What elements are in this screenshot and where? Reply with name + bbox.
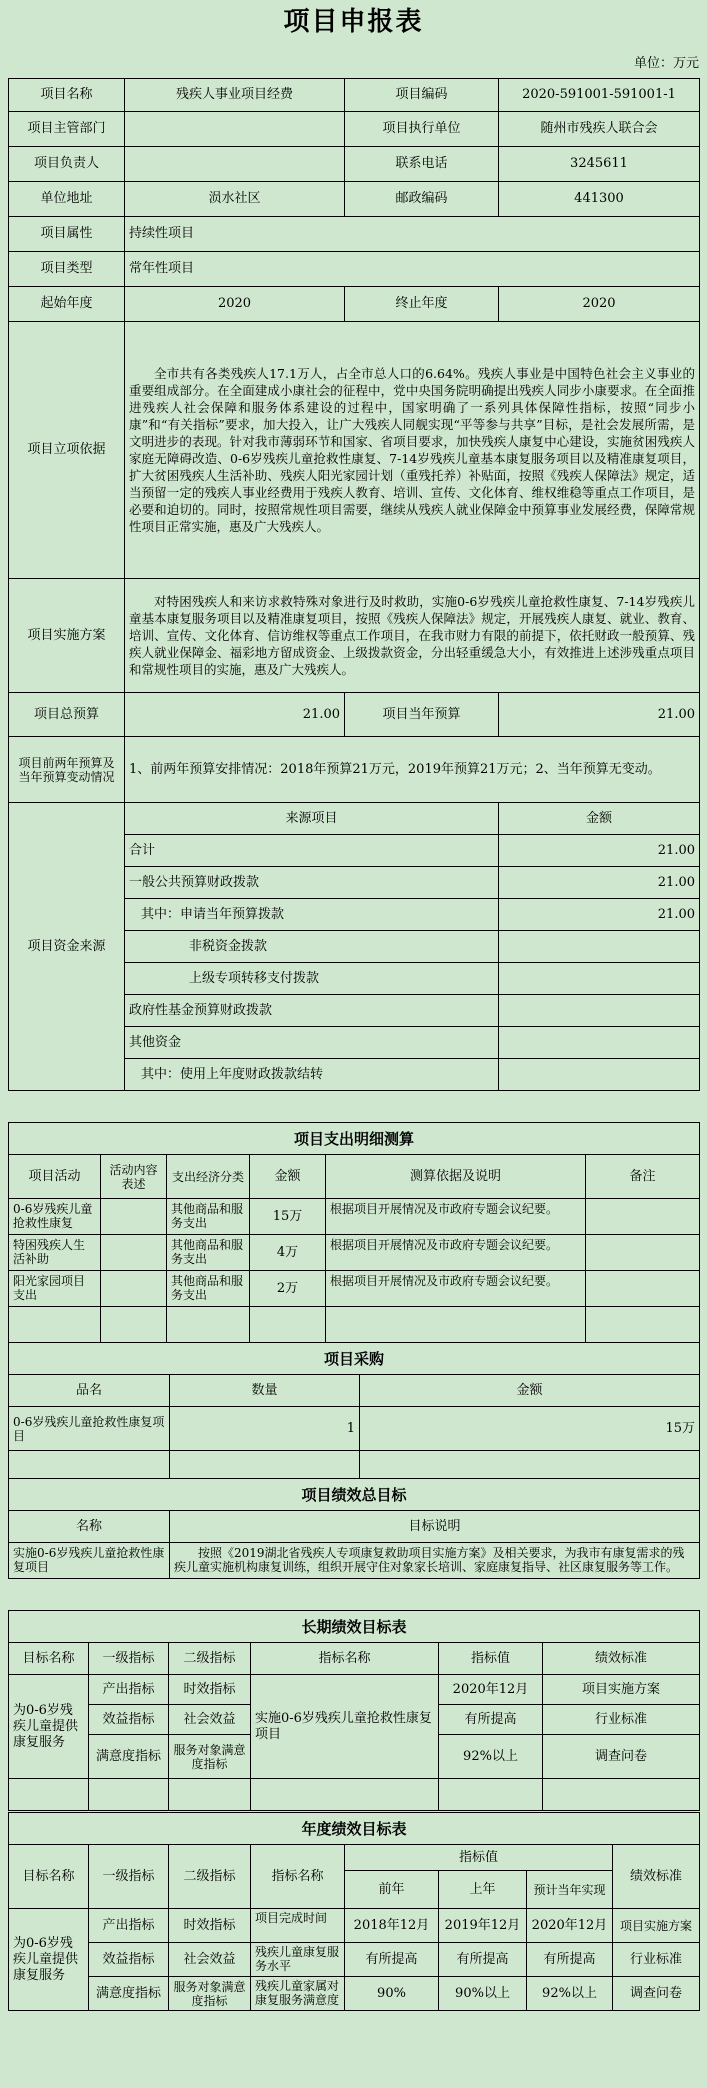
funding-row-name: 其中：使用上年度财政拨款结转: [125, 1059, 499, 1091]
expense-amount: 2万: [250, 1271, 326, 1307]
expense-note: [586, 1199, 700, 1235]
expense-header-cell: 测算依据及说明: [326, 1155, 586, 1199]
perf-total-table: [8, 1478, 700, 1579]
annual-l2: 服务对象满意度指标: [169, 1977, 251, 2011]
expense-activity: 特困残疾人生活补助: [13, 1237, 86, 1266]
funding-row-amount: [499, 1059, 700, 1091]
annual-indicator-name: 项目完成时间: [255, 1910, 328, 1925]
long-term-table: [8, 1610, 700, 1811]
dept-value: [125, 112, 345, 147]
expense-category: 其他商品和服务支出: [171, 1273, 244, 1302]
expense-header-cell: 活动内容表述: [101, 1155, 167, 1199]
annual-header-value: 指标值: [345, 1845, 613, 1871]
expense-basis: 根据项目开展情况及市政府专题会议纪要。: [330, 1201, 559, 1216]
annual-header-goal: 目标名称: [9, 1845, 89, 1909]
long-term-value: 2020年12月: [439, 1675, 543, 1705]
annual-l2: 时效指标: [169, 1909, 251, 1943]
long-term-header-cell: 目标名称: [9, 1643, 89, 1675]
long-term-l1: 效益指标: [89, 1705, 169, 1735]
funding-row-name: 合计: [125, 835, 499, 867]
long-term-header-cell: 一级指标: [89, 1643, 169, 1675]
end-year-label: 终止年度: [345, 287, 499, 322]
funding-row-name: 其他资金: [125, 1027, 499, 1059]
attribute-value: 持续性项目: [125, 217, 700, 252]
annual-last: 90%以上: [439, 1977, 527, 2011]
funding-source-header: 来源项目: [125, 803, 499, 835]
funding-row-amount: [499, 963, 700, 995]
long-term-header-cell: 绩效标准: [543, 1643, 700, 1675]
postcode-label: 邮政编码: [345, 182, 499, 217]
funding-row-name: 其中：申请当年预算拨款: [125, 899, 499, 931]
expense-note: [586, 1235, 700, 1271]
dept-label: 项目主管部门: [9, 112, 125, 147]
procure-item-name: 0-6岁残疾儿童抢救性康复项目: [9, 1407, 170, 1451]
annual-header-standard: 绩效标准: [613, 1845, 700, 1909]
start-year-value: 2020: [125, 287, 345, 322]
end-year-value: 2020: [499, 287, 700, 322]
annual-header-l1: 一级指标: [89, 1845, 169, 1909]
perf-total-section-title: 项目绩效总目标: [9, 1479, 700, 1511]
funding-amount-header: 金额: [499, 803, 700, 835]
plan-label: 项目实施方案: [9, 579, 125, 693]
year-budget-label: 项目当年预算: [345, 693, 499, 737]
phone-label: 联系电话: [345, 147, 499, 182]
expense-basis: 根据项目开展情况及市政府专题会议纪要。: [330, 1273, 559, 1288]
annual-prev: 有所提高: [345, 1943, 439, 1977]
funding-row-name: 非税资金拨款: [125, 931, 499, 963]
basis-text: 全市共有各类残疾人17.1万人，占全市总人口的6.64%。残疾人事业是中国特色社会主义事业的重要组成部分。在全面建成小康社会的征程中，党中央国务院明确提出残疾人同步小康要求。在全面推进残疾人社会保障和服务体系建设的过程中，国家明确了一系列具体保障性指标，按照“同步小康”和“有关指标”要求，加大投入，让广大残疾人同舰实现“平等参与共享”目标，是社会发展所需，是文明进步的表现。针对我市薄弱环节和国家、省项目要求，加快残疾人康复中心建设，实施贫困残疾人家庭无障碍改造、0-6岁残疾儿童抢救性康复、7-14岁残疾儿童基本康复服务项目以及精准康复项目，扩大贫困残疾人生活补助、残疾人阳光家园计划（重残托养）补贴面，按照《残疾人保障法》规定，适当预留一定的残疾人事业经费用于残疾人教育、培训、宣传、文化体育、维权维稳等重点工作项目，是必要和迫切的。同时，按照常规性项目需要，继续从残疾人就业保障金中预算事业发展经费，保障常规性项目正常实施，惠及广大残疾人。: [125, 322, 700, 579]
change-label: 项目前两年预算及当年预算变动情况: [9, 737, 125, 803]
exec-unit-value: 随州市残疾人联合会: [499, 112, 700, 147]
long-term-l2: 服务对象满意度指标: [169, 1735, 251, 1779]
table-row: [9, 1271, 700, 1307]
annual-indicator-name: 残疾儿童康复服务水平: [255, 1944, 340, 1973]
type-label: 项目类型: [9, 252, 125, 287]
expense-amount: 4万: [250, 1235, 326, 1271]
expense-basis: 根据项目开展情况及市政府专题会议纪要。: [330, 1237, 559, 1252]
expense-activity: 阳光家园项目支出: [13, 1273, 86, 1302]
project-code-label: 项目编码: [345, 79, 499, 112]
annual-table: [8, 1812, 700, 2011]
type-value: 常年性项目: [125, 252, 700, 287]
procure-item-qty: 1: [170, 1407, 360, 1451]
postcode-value: 441300: [499, 182, 700, 217]
long-term-header-cell: 指标名称: [251, 1643, 439, 1675]
annual-header-name: 指标名称: [251, 1845, 345, 1909]
expense-table: [8, 1122, 700, 1343]
table-row: [9, 1235, 700, 1271]
funding-row-amount: 21.00: [499, 867, 700, 899]
annual-l1: 效益指标: [89, 1943, 169, 1977]
attribute-label: 项目属性: [9, 217, 125, 252]
total-budget-label: 项目总预算: [9, 693, 125, 737]
expense-header-cell: 备注: [586, 1155, 700, 1199]
table-row: [9, 1199, 700, 1235]
long-term-goal-name: 为0-6岁残疾儿童提供康复服务: [9, 1675, 89, 1779]
expense-section-title: 项目支出明细测算: [9, 1123, 700, 1155]
funding-label: 项目资金来源: [9, 803, 125, 1091]
annual-header-l2: 二级指标: [169, 1845, 251, 1909]
expense-header-cell: 金额: [250, 1155, 326, 1199]
expense-note: [586, 1271, 700, 1307]
long-term-header-cell: 指标值: [439, 1643, 543, 1675]
annual-l2: 社会效益: [169, 1943, 251, 1977]
annual-plan: 有所提高: [527, 1943, 613, 1977]
table-row: [9, 1407, 700, 1451]
funding-row-amount: [499, 1027, 700, 1059]
long-term-header-cell: 二级指标: [169, 1643, 251, 1675]
application-table: [8, 78, 700, 1091]
project-name-label: 项目名称: [9, 79, 125, 112]
basis-label: 项目立项依据: [9, 322, 125, 579]
annual-plan: 92%以上: [527, 1977, 613, 2011]
annual-header-prev: 前年: [345, 1871, 439, 1909]
annual-standard: 调查问卷: [613, 1977, 700, 2011]
perf-total-header-cell: 名称: [9, 1511, 170, 1543]
address-label: 单位地址: [9, 182, 125, 217]
funding-row-name: 政府性基金预算财政拨款: [125, 995, 499, 1027]
expense-amount: 15万: [250, 1199, 326, 1235]
table-row: [9, 1943, 700, 1977]
address-value: 涢水社区: [125, 182, 345, 217]
annual-l1: 满意度指标: [89, 1977, 169, 2011]
expense-content: [101, 1271, 167, 1307]
annual-goal-name: 为0-6岁残疾儿童提供康复服务: [9, 1909, 89, 2011]
long-term-section-title: 长期绩效目标表: [9, 1611, 700, 1643]
expense-content: [101, 1235, 167, 1271]
expense-content: [101, 1199, 167, 1235]
funding-row-name: 一般公共预算财政拨款: [125, 867, 499, 899]
annual-header-last: 上年: [439, 1871, 527, 1909]
total-budget-value: 21.00: [125, 693, 345, 737]
year-budget-value: 21.00: [499, 693, 700, 737]
long-term-value: 92%以上: [439, 1735, 543, 1779]
perf-total-name: 实施0-6岁残疾儿童抢救性康复项目: [13, 1545, 165, 1574]
annual-l1: 产出指标: [89, 1909, 169, 1943]
long-term-standard: 项目实施方案: [543, 1675, 700, 1705]
page-title: 项目申报表: [283, 7, 424, 37]
plan-text: 对特困残疾人和来访求救特殊对象进行及时救助，实施0-6岁残疾儿童抢救性康复、7-14岁残疾儿童基本康复服务项目以及精准康复项目，按照《残疾人保障法》规定，开展残疾人康复、就业、教育、培训、宣传、文化体育、信访维权等重点工作项目，在我市财力有限的前提下，依托财政一般预算、残疾人就业保障金、福彩地方留成资金、上级拨款资金，分出轻重缓急大小，有效推进上述涉残重点项目和常规性项目的实施，惠及广大残疾人。: [125, 579, 700, 693]
long-term-value: 有所提高: [439, 1705, 543, 1735]
phone-value: 3245611: [499, 147, 700, 182]
expense-header-cell: 支出经济分类: [167, 1155, 250, 1199]
unit-label: 单位：万元: [633, 56, 699, 71]
long-term-indicator-name: 实施0-6岁残疾儿童抢救性康复项目: [251, 1675, 439, 1779]
procurement-table: [8, 1342, 700, 1485]
procure-header-cell: 数量: [170, 1375, 360, 1407]
expense-category: 其他商品和服务支出: [171, 1237, 244, 1266]
table-row: [9, 1909, 700, 1943]
expense-activity: 0-6岁残疾儿童抢救性康复: [13, 1201, 93, 1230]
annual-prev: 90%: [345, 1977, 439, 2011]
perf-total-desc: 按照《2019湖北省残疾人专项康复救助项目实施方案》及相关要求，为我市有康复需求的残疾儿童实施机构康复训练，组织开展守住对象家长培训、家庭康复指导、社区康复服务等工作。: [174, 1545, 685, 1574]
annual-header-plan: 预计当年实现: [527, 1871, 613, 1909]
annual-indicator-name: 残疾儿童家属对康复服务满意度: [255, 1978, 340, 2007]
long-term-standard: 调查问卷: [543, 1735, 700, 1779]
procure-item-amount: 15万: [360, 1407, 700, 1451]
table-row: [9, 1675, 700, 1705]
funding-row-amount: [499, 995, 700, 1027]
procure-header-cell: 金额: [360, 1375, 700, 1407]
annual-standard: 项目实施方案: [613, 1909, 700, 1943]
owner-label: 项目负责人: [9, 147, 125, 182]
perf-total-header-cell: 目标说明: [170, 1511, 700, 1543]
procure-header-cell: 品名: [9, 1375, 170, 1407]
long-term-l1: 满意度指标: [89, 1735, 169, 1779]
funding-row-amount: 21.00: [499, 835, 700, 867]
long-term-l2: 时效指标: [169, 1675, 251, 1705]
annual-prev: 2018年12月: [345, 1909, 439, 1943]
project-name-value: 残疾人事业项目经费: [125, 79, 345, 112]
long-term-l1: 产出指标: [89, 1675, 169, 1705]
funding-row-name: 上级专项转移支付拨款: [125, 963, 499, 995]
annual-standard: 行业标准: [613, 1943, 700, 1977]
table-row: [9, 1977, 700, 2011]
funding-row-amount: 21.00: [499, 899, 700, 931]
annual-plan: 2020年12月: [527, 1909, 613, 1943]
expense-category: 其他商品和服务支出: [171, 1201, 244, 1230]
long-term-l2: 社会效益: [169, 1705, 251, 1735]
project-code-value: 2020-591001-591001-1: [499, 79, 700, 112]
procure-section-title: 项目采购: [9, 1343, 700, 1375]
exec-unit-label: 项目执行单位: [345, 112, 499, 147]
expense-header-cell: 项目活动: [9, 1155, 101, 1199]
start-year-label: 起始年度: [9, 287, 125, 322]
owner-value: [125, 147, 345, 182]
annual-section-title: 年度绩效目标表: [9, 1813, 700, 1845]
annual-last: 有所提高: [439, 1943, 527, 1977]
long-term-standard: 行业标准: [543, 1705, 700, 1735]
annual-last: 2019年12月: [439, 1909, 527, 1943]
funding-row-amount: [499, 931, 700, 963]
change-text: 1、前两年预算安排情况：2018年预算21万元，2019年预算21万元；2、当年预算无变动。: [125, 737, 700, 803]
